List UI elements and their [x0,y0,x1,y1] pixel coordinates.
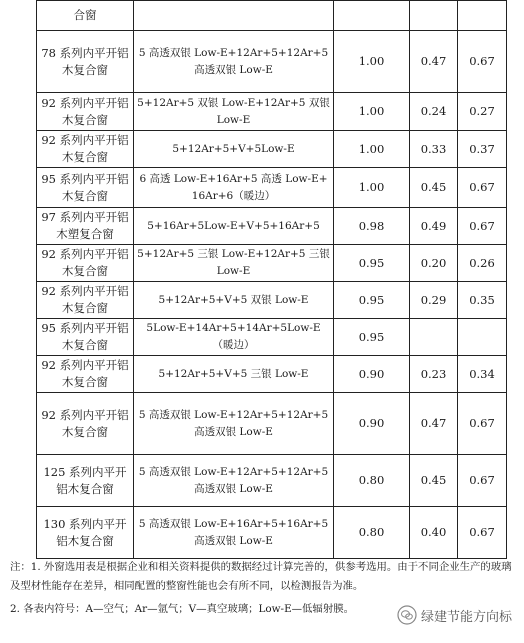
value-cell: 0.47 [410,31,458,93]
window-series-cell: 92 系列内平开铝木复合窗 [37,356,134,393]
window-series-cell: 78 系列内平开铝木复合窗 [37,31,134,93]
table-row [37,245,507,282]
value-cell: 0.45 [410,168,458,208]
table-row [37,168,507,208]
value-cell: 0.35 [458,282,507,319]
window-series-cell: 92 系列内平开铝木复合窗 [37,245,134,282]
table-row [37,208,507,245]
value-cell [410,1,458,31]
value-cell: 0.67 [458,455,507,507]
glass-config-cell: 5+12Ar+5 三银 Low-E+12Ar+5 三银 Low-E [134,245,334,282]
glass-config-cell: 5+12Ar+5+V+5 三银 Low-E [134,356,334,393]
watermark-text: 绿建节能方向标 [420,609,512,625]
value-cell: 0.98 [334,208,410,245]
table-row [37,319,507,356]
value-cell [334,1,410,31]
value-cell: 0.67 [458,393,507,455]
glass-config-cell: 5 高透双银 Low-E+12Ar+5+12Ar+5 高透双银 Low-E [134,393,334,455]
table-row [37,282,507,319]
value-cell: 0.45 [410,455,458,507]
glass-config-cell: 5+16Ar+5Low-E+V+5+16Ar+5 [134,208,334,245]
table-row [37,507,507,559]
window-series-cell: 合窗 [37,1,134,31]
glass-config-cell: 5+12Ar+5+V+5Low-E [134,131,334,168]
value-cell: 0.95 [334,282,410,319]
window-series-cell: 95 系列内平开铝木复合窗 [37,319,134,356]
table-row [37,1,507,31]
glass-config-cell: 5+12Ar+5 双银 Low-E+12Ar+5 双银 Low-E [134,93,334,131]
value-cell: 0.47 [410,393,458,455]
value-cell: 0.80 [334,507,410,559]
glass-config-cell [134,1,334,31]
table-row [37,356,507,393]
value-cell: 1.00 [334,93,410,131]
glass-config-cell: 5+12Ar+5+V+5 双银 Low-E [134,282,334,319]
value-cell: 0.24 [410,93,458,131]
value-cell: 1.00 [334,31,410,93]
glass-config-cell: 5Low-E+14Ar+5+14Ar+5Low-E（暖边） [134,319,334,356]
table-row [37,393,507,455]
wechat-icon [397,605,417,625]
table-row [37,93,507,131]
watermark [397,605,512,625]
value-cell: 1.00 [334,168,410,208]
value-cell: 0.80 [334,455,410,507]
value-cell [410,319,458,356]
window-series-cell: 92 系列内平开铝木复合窗 [37,393,134,455]
window-series-cell: 92 系列内平开铝木复合窗 [37,93,134,131]
table-body [37,1,507,559]
table-row [37,131,507,168]
window-series-cell: 95 系列内平开铝木复合窗 [37,168,134,208]
value-cell [458,1,507,31]
window-series-cell: 92 系列内平开铝木复合窗 [37,282,134,319]
value-cell: 0.95 [334,245,410,282]
value-cell: 0.95 [334,319,410,356]
glass-config-cell: 5 高透双银 Low-E+16Ar+5+16Ar+5 高透双银 Low-E [134,507,334,559]
value-cell: 0.67 [458,507,507,559]
value-cell: 0.20 [410,245,458,282]
window-series-cell: 130 系列内平开铝木复合窗 [37,507,134,559]
value-cell: 0.27 [458,93,507,131]
window-series-cell: 97 系列内平开铝木塑复合窗 [37,208,134,245]
value-cell: 0.67 [458,31,507,93]
value-cell: 0.67 [458,168,507,208]
value-cell: 0.90 [334,356,410,393]
glass-config-cell: 5 高透双银 Low-E+12Ar+5+12Ar+5 高透双银 Low-E [134,455,334,507]
glass-config-cell: 5 高透双银 Low-E+12Ar+5+12Ar+5 高透双银 Low-E [134,31,334,93]
glass-config-cell: 6 高透 Low-E+16Ar+5 高透 Low-E+16Ar+6（暖边） [134,168,334,208]
value-cell: 0.33 [410,131,458,168]
value-cell: 0.34 [458,356,507,393]
value-cell: 0.26 [458,245,507,282]
value-cell: 0.29 [410,282,458,319]
value-cell: 0.40 [410,507,458,559]
note-2: 2. 各表内符号：A—空气；Ar—氩气；V—真空玻璃；Low-E—低辐射膜。 [10,603,354,615]
value-cell: 1.00 [334,131,410,168]
value-cell [458,319,507,356]
value-cell: 0.23 [410,356,458,393]
value-cell: 0.37 [458,131,507,168]
window-spec-table [36,0,507,559]
window-series-cell: 92 系列内平开铝木复合窗 [37,131,134,168]
value-cell: 0.67 [458,208,507,245]
note-1: 注：1. 外窗选用表是根据企业和相关资料提供的数据经过计算完善的，供参考选用。由于不同企业生产的玻璃及型材性能存在差异，相同配置的整窗性能也会有所不同，以检测报告为准。 [10,561,512,592]
notes-section [10,558,515,596]
value-cell: 0.49 [410,208,458,245]
window-series-cell: 125 系列内平开铝木复合窗 [37,455,134,507]
table-row [37,455,507,507]
table-row [37,31,507,93]
value-cell: 0.90 [334,393,410,455]
